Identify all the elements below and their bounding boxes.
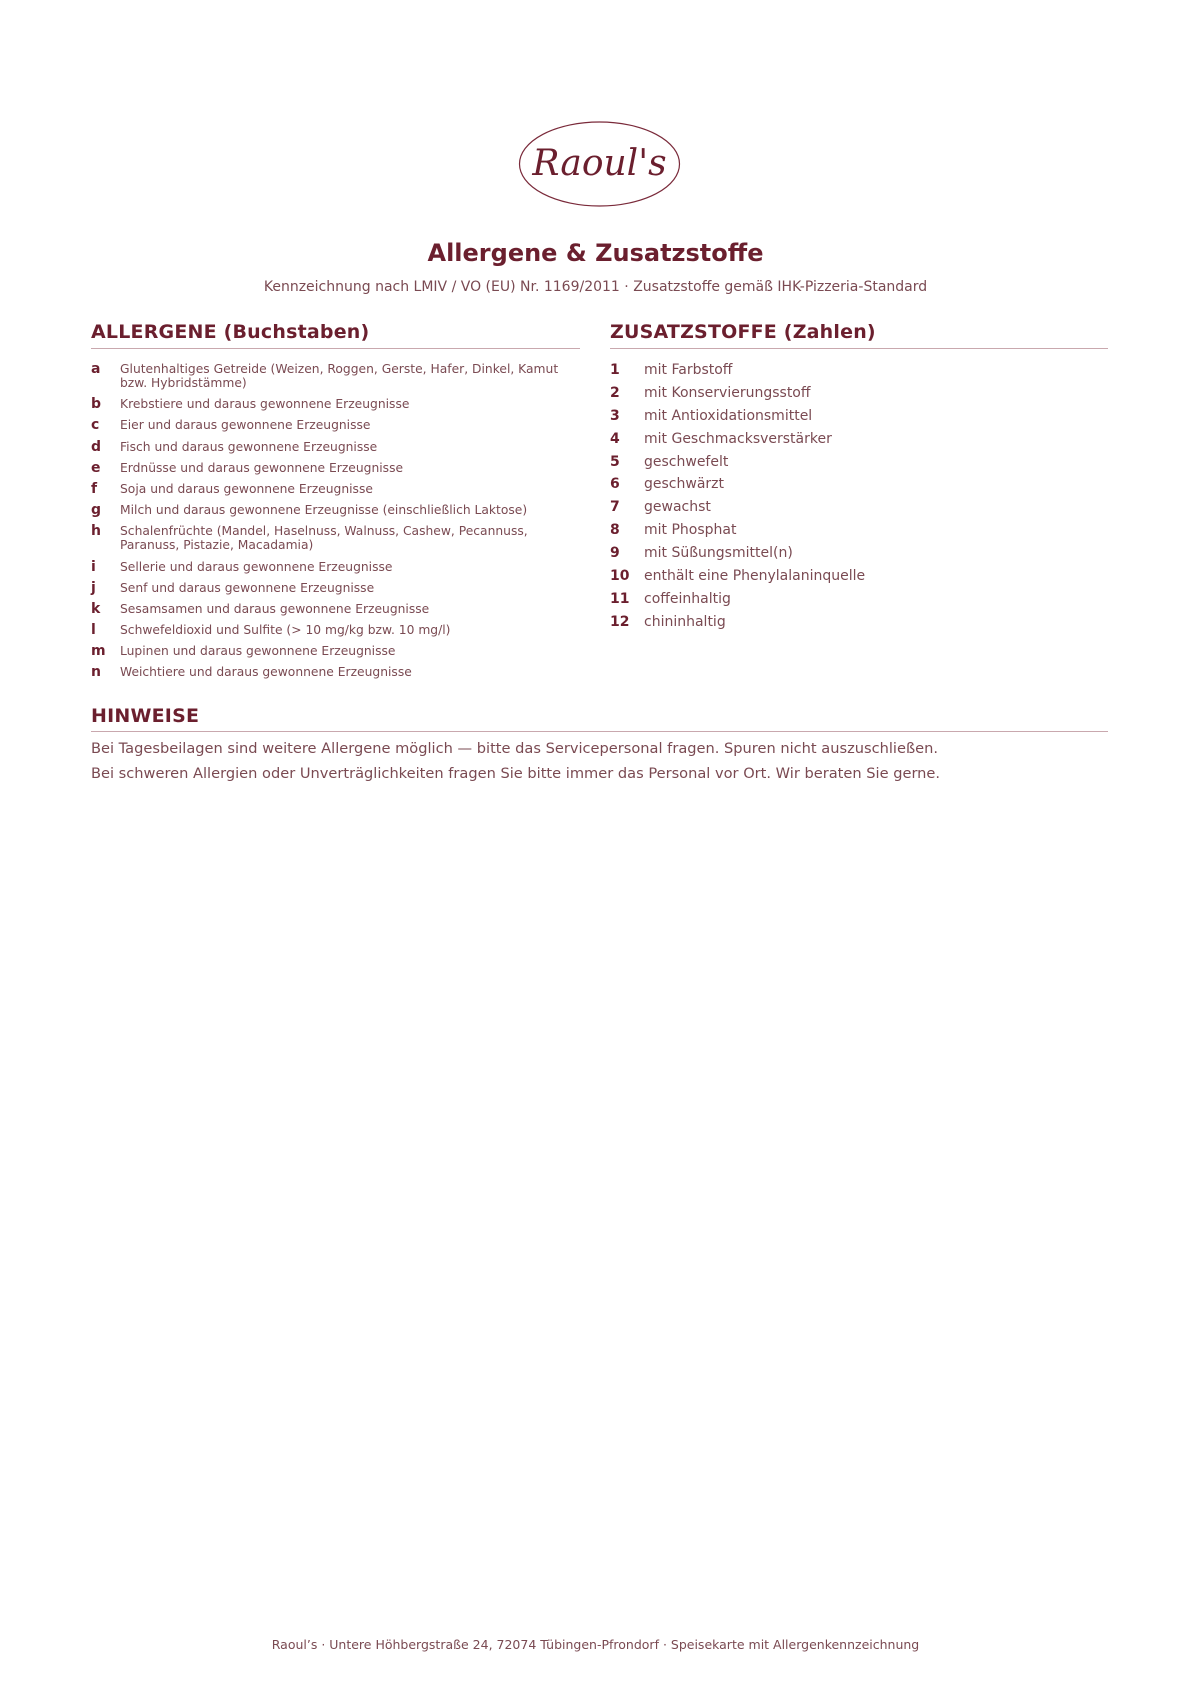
allergen-item (91, 623, 581, 637)
allergen-item (91, 524, 581, 552)
allergen-text: Erdnüsse und daraus gewonnene Erzeugnisse (120, 460, 404, 475)
logo-emblem (517, 119, 682, 209)
additive-code: 3 (610, 407, 620, 424)
allergen-item (91, 440, 581, 454)
additive-code: 4 (610, 430, 620, 447)
additive-code: 9 (610, 545, 620, 562)
additive-text: mit Antioxidationsmittel (644, 407, 813, 424)
additive-item (610, 614, 1110, 630)
note-line: Bei Tagesbeilagen sind weitere Allergene möglich — bitte das Servicepersonal fragen. Spuren nicht auszuschließen. (91, 740, 939, 757)
allergen-code: g (91, 502, 102, 519)
allergen-text: Sellerie und daraus gewonnene Erzeugnisse (120, 559, 393, 574)
page-subtitle: Kennzeichnung nach LMIV / VO (EU) Nr. 1169/2011 · Zusatzstoffe gemäß IHK-Pizzeria-Standard (263, 279, 928, 295)
allergen-text: Schalenfrüchte (Mandel, Haselnuss, Walnuss, Cashew, Pecannuss, Paranuss, Pistazie, Macadamia) (120, 524, 528, 553)
additive-text: geschwefelt (644, 453, 729, 470)
additive-text: enthält eine Phenylalaninquelle (644, 568, 866, 585)
allergen-code: h (91, 523, 101, 540)
allergen-item (91, 665, 581, 679)
additive-item (610, 499, 1110, 515)
allergen-code: m (91, 643, 106, 660)
additive-text: geschwärzt (644, 476, 724, 493)
additive-code: 1 (610, 362, 620, 378)
note-line: Bei schweren Allergien oder Unverträglichkeiten fragen Sie bitte immer das Personal vor Ort. Wir beraten Sie gerne. (91, 765, 941, 782)
allergen-code: f (91, 480, 98, 497)
additive-text: mit Süßungsmittel(n) (644, 545, 793, 562)
allergen-text: Lupinen und daraus gewonnene Erzeugnisse (120, 644, 396, 659)
allergen-text: Sesamsamen und daraus gewonnene Erzeugnisse (120, 601, 430, 616)
allergen-text: Soja und daraus gewonnene Erzeugnisse (120, 481, 373, 496)
additive-list (610, 362, 1110, 637)
allergen-code: n (91, 664, 101, 681)
allergen-item (91, 461, 581, 475)
additive-item (610, 522, 1110, 538)
allergen-code: a (91, 361, 101, 377)
restaurant-logo (517, 119, 682, 209)
additive-text: coffeinhaltig (644, 590, 731, 607)
allergen-list (91, 362, 581, 687)
allergen-item (91, 362, 581, 390)
allergen-code: e (91, 459, 101, 476)
additive-code: 10 (610, 568, 630, 585)
additive-item (610, 568, 1110, 584)
additive-item (610, 545, 1110, 561)
additive-text: gewachst (644, 499, 711, 516)
additive-code: 5 (610, 453, 620, 470)
additive-code: 6 (610, 476, 620, 493)
allergen-text: Eier und daraus gewonnene Erzeugnisse (120, 418, 371, 433)
additive-item (610, 454, 1110, 470)
allergen-code: b (91, 396, 102, 413)
allergen-item (91, 602, 581, 616)
additive-code: 11 (610, 590, 630, 607)
notes-heading: HINWEISE (91, 705, 200, 727)
additive-code: 7 (610, 499, 620, 516)
allergen-text: Krebstiere und daraus gewonnene Erzeugnisse (120, 397, 410, 412)
additive-item (610, 385, 1110, 401)
additive-item (610, 408, 1110, 424)
additive-item (610, 431, 1110, 447)
allergen-code: d (91, 438, 102, 455)
additive-code: 12 (610, 613, 630, 630)
additive-text: mit Geschmacksverstärker (644, 430, 832, 447)
allergen-text: Milch und daraus gewonnene Erzeugnisse (einschließlich Laktose) (120, 503, 528, 518)
allergen-code: i (91, 558, 96, 575)
allergen-item (91, 581, 581, 595)
allergen-text: Weichtiere und daraus gewonnene Erzeugnisse (120, 665, 412, 680)
additive-code: 8 (610, 522, 620, 539)
additives-heading: ZUSATZSTOFFE (Zahlen) (610, 321, 876, 343)
allergen-code: c (91, 417, 100, 434)
page-title: Allergene & Zusatzstoffe (427, 239, 764, 267)
additives-divider (610, 348, 1108, 349)
allergens-heading: ALLERGENE (Buchstaben) (91, 321, 370, 343)
additive-text: chininhaltig (644, 613, 726, 630)
notes-divider (91, 731, 1108, 732)
allergen-item (91, 397, 581, 411)
additive-text: mit Konservierungsstoff (644, 384, 811, 401)
allergens-divider (91, 348, 580, 349)
allergen-code: k (91, 600, 101, 617)
logo-text: Raoul's (532, 143, 667, 184)
allergen-item (91, 644, 581, 658)
allergen-text: Schwefeldioxid und Sulfite (> 10 mg/kg bzw. 10 mg/l) (120, 623, 451, 638)
additive-text: mit Farbstoff (644, 362, 733, 378)
allergen-text: Senf und daraus gewonnene Erzeugnisse (120, 580, 375, 595)
allergen-code: l (91, 622, 96, 639)
additive-item (610, 362, 1110, 378)
additive-item (610, 476, 1110, 492)
page-footer: Raoul’s · Untere Höhbergstraße 24, 72074 Tübingen-Pfrondorf · Speisekarte mit Allergenkennzeichnung (271, 1637, 920, 1652)
allergen-text: Fisch und daraus gewonnene Erzeugnisse (120, 439, 378, 454)
additive-code: 2 (610, 384, 620, 401)
allergen-code: j (91, 579, 96, 596)
additive-text: mit Phosphat (644, 522, 737, 539)
allergen-text: Glutenhaltiges Getreide (Weizen, Roggen, Gerste, Hafer, Dinkel, Kamut bzw. Hybridstämme) (120, 362, 559, 390)
allergen-item (91, 503, 581, 517)
allergen-item (91, 418, 581, 432)
allergen-item (91, 482, 581, 496)
allergen-item (91, 560, 581, 574)
additive-item (610, 591, 1110, 607)
